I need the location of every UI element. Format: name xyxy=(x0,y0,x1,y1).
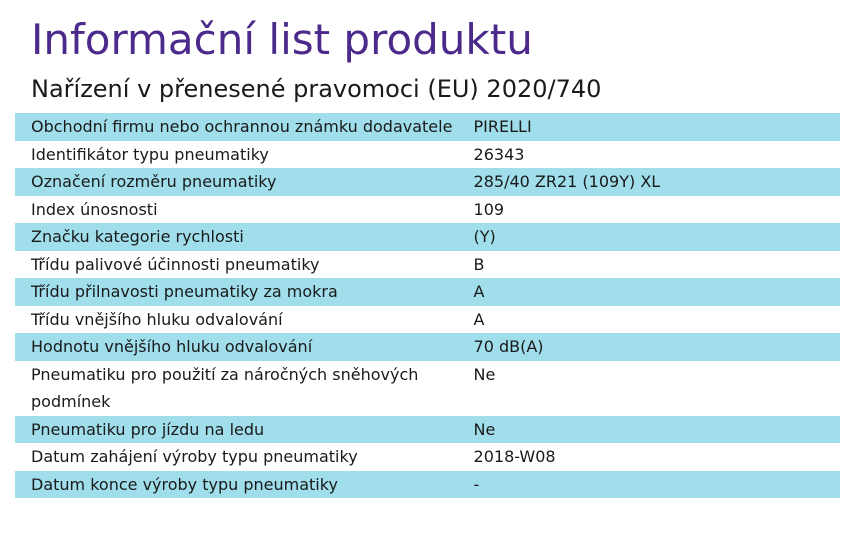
row-value: 26343 xyxy=(459,141,840,169)
table-row-load-index xyxy=(15,196,840,224)
table-row-speed-category xyxy=(15,223,840,251)
table-row-noise-class xyxy=(15,306,840,334)
table-row-wet-grip xyxy=(15,278,840,306)
regulation-subtitle: Nařízení v přenesené pravomoci (EU) 2020/740 xyxy=(31,75,602,103)
table-row-production-end xyxy=(15,471,840,499)
row-label: Obchodní firmu nebo ochrannou známku dodavatele xyxy=(15,113,459,141)
table-row-fuel-efficiency xyxy=(15,251,840,279)
row-label: Třídu přilnavosti pneumatiky za mokra xyxy=(15,278,459,306)
row-label: Identifikátor typu pneumatiky xyxy=(15,141,459,169)
table-row-snow-conditions xyxy=(15,361,840,416)
table-row-ice-grip xyxy=(15,416,840,444)
product-data-table xyxy=(15,113,840,498)
row-value: PIRELLI xyxy=(459,113,840,141)
row-label: Pneumatiku pro použití za náročných sněhových podmínek xyxy=(15,361,459,416)
table-row-noise-value xyxy=(15,333,840,361)
row-label: Označení rozměru pneumatiky xyxy=(15,168,459,196)
row-label: Značku kategorie rychlosti xyxy=(15,223,459,251)
row-value: A xyxy=(459,306,840,334)
table-row-supplier xyxy=(15,113,840,141)
row-label: Třídu palivové účinnosti pneumatiky xyxy=(15,251,459,279)
row-value: - xyxy=(459,471,840,499)
table-row-size-designation xyxy=(15,168,840,196)
row-value: 285/40 ZR21 (109Y) XL xyxy=(459,168,840,196)
row-label: Datum zahájení výroby typu pneumatiky xyxy=(15,443,459,471)
row-label: Hodnotu vnějšího hluku odvalování xyxy=(15,333,459,361)
row-label: Pneumatiku pro jízdu na ledu xyxy=(15,416,459,444)
row-value: 70 dB(A) xyxy=(459,333,840,361)
row-value: Ne xyxy=(459,416,840,444)
row-value: B xyxy=(459,251,840,279)
table-row-type-identifier xyxy=(15,141,840,169)
row-value: 2018-W08 xyxy=(459,443,840,471)
row-label: Třídu vnějšího hluku odvalování xyxy=(15,306,459,334)
row-value: 109 xyxy=(459,196,840,224)
row-label: Index únosnosti xyxy=(15,196,459,224)
row-value: (Y) xyxy=(459,223,840,251)
row-value: A xyxy=(459,278,840,306)
row-value: Ne xyxy=(459,361,840,416)
page-title: Informační list produktu xyxy=(31,15,533,64)
row-label: Datum konce výroby typu pneumatiky xyxy=(15,471,459,499)
table-row-production-start xyxy=(15,443,840,471)
